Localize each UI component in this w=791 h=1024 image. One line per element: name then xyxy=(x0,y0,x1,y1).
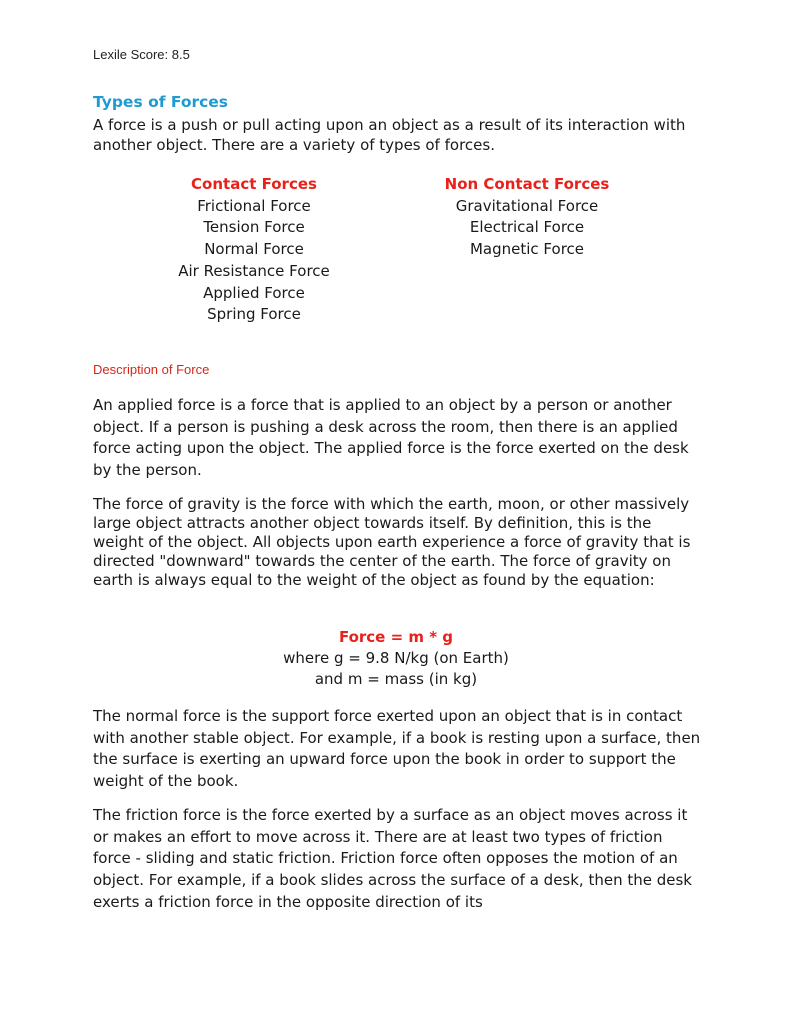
intro-paragraph: A force is a push or pull acting upon an object as a result of its interaction with another object. There are a variety of types of forces. xyxy=(93,116,686,154)
force-formula xyxy=(196,627,596,690)
list-item: Spring Force xyxy=(207,305,301,324)
list-item: Electrical Force xyxy=(469,218,585,237)
list-item: Frictional Force xyxy=(197,196,311,215)
list-item: Normal Force xyxy=(204,240,304,259)
noncontact-forces-list xyxy=(397,174,657,261)
formula-line: and m = mass (in kg) xyxy=(314,670,478,688)
lexile-score: Lexile Score: 8.5 xyxy=(93,47,190,62)
formula-line: where g = 9.8 N/kg (on Earth) xyxy=(283,649,509,667)
friction-force-paragraph: The friction force is the force exerted by a surface as an object moves across it or makes an effort to move across it. There are at least two types of friction force - sliding and static friction. Friction force often opposes the motion of an object. For example, if a book slides across the surface of a desk, then the desk exerts a friction force in the opposite direction of its xyxy=(93,806,692,911)
list-item: Applied Force xyxy=(203,283,305,302)
gravity-paragraph: The force of gravity is the force with which the earth, moon, or other massively large object attracts another object towards itself. By definition, this is the weight of the object. All objects upon earth experience a force of gravity that is directed "downward" towards the center of the earth. The force of gravity on earth is always equal to the weight of the object as found by the equation: xyxy=(93,495,691,589)
list-item: Tension Force xyxy=(203,218,305,237)
list-item: Gravitational Force xyxy=(455,196,599,215)
list-item: Air Resistance Force xyxy=(178,261,330,280)
applied-force-paragraph: An applied force is a force that is applied to an object by a person or another object. If a person is pushing a desk across the room, then there is an applied force acting upon the object. The applied force is the force exerted on the desk by the person. xyxy=(93,396,689,480)
contact-forces-list xyxy=(124,174,384,326)
noncontact-forces-heading: Non Contact Forces xyxy=(444,175,610,193)
contact-forces-heading: Contact Forces xyxy=(191,175,317,193)
formula-equation: Force = m * g xyxy=(338,628,454,646)
list-item: Magnetic Force xyxy=(469,240,585,259)
normal-force-paragraph: The normal force is the support force exerted upon an object that is in contact with another stable object. For example, if a book is resting upon a surface, then the surface is exerting an upward force upon the book in order to support the weight of the book. xyxy=(93,707,701,791)
description-heading: Description of Force xyxy=(93,362,210,377)
page-title: Types of Forces xyxy=(93,93,229,111)
